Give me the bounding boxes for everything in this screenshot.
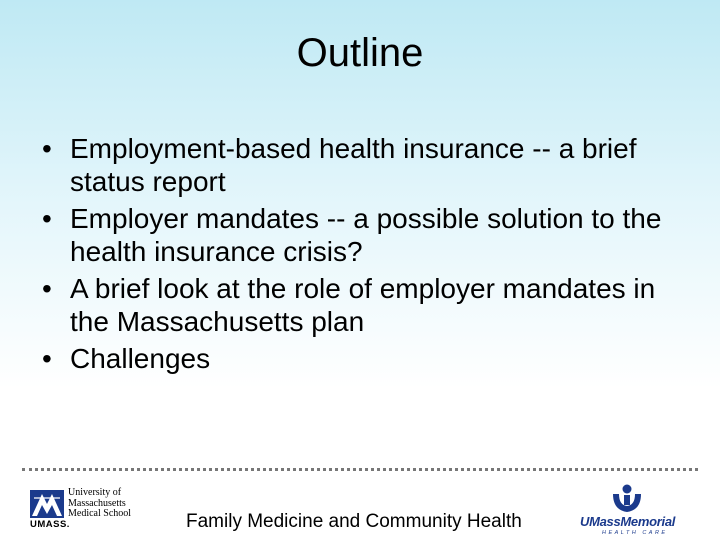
- bullet-list: [42, 132, 682, 379]
- umass-emblem-icon: [30, 490, 64, 518]
- umass-memorial-emblem-icon: [610, 484, 644, 514]
- footer-department: Family Medicine and Community Health: [186, 511, 522, 532]
- university-line: Medical School: [68, 508, 132, 519]
- bullet-marker: •: [42, 273, 52, 304]
- umass-memorial-logo: [578, 484, 688, 536]
- bullet-text: A brief look at the role of employer mandates in the Massachusetts plan: [70, 273, 656, 337]
- umass-memorial-subtitle: HEALTH CARE: [602, 530, 668, 536]
- university-line: Massachusetts: [68, 497, 126, 509]
- university-line: University of: [68, 487, 122, 498]
- bullet-text: Challenges: [70, 343, 211, 374]
- footer-divider: [22, 468, 698, 471]
- slide-title: Outline: [296, 31, 424, 75]
- bullet-item: [42, 342, 682, 375]
- umass-wordmark: UMASS.: [30, 519, 70, 530]
- bullet-marker: •: [42, 343, 52, 374]
- bullet-item: [42, 272, 682, 338]
- bullet-text: Employer mandates -- a possible solution to the health insurance crisis?: [70, 203, 662, 267]
- university-name: [68, 488, 148, 520]
- bullet-text: Employment-based health insurance -- a brief status report: [70, 133, 637, 197]
- bullet-item: [42, 132, 682, 198]
- bullet-marker: •: [42, 133, 52, 164]
- bullet-marker: •: [42, 203, 52, 234]
- umass-medical-school-logo: [30, 488, 145, 532]
- bullet-item: [42, 202, 682, 268]
- umass-memorial-name: UMassMemorial: [580, 514, 676, 529]
